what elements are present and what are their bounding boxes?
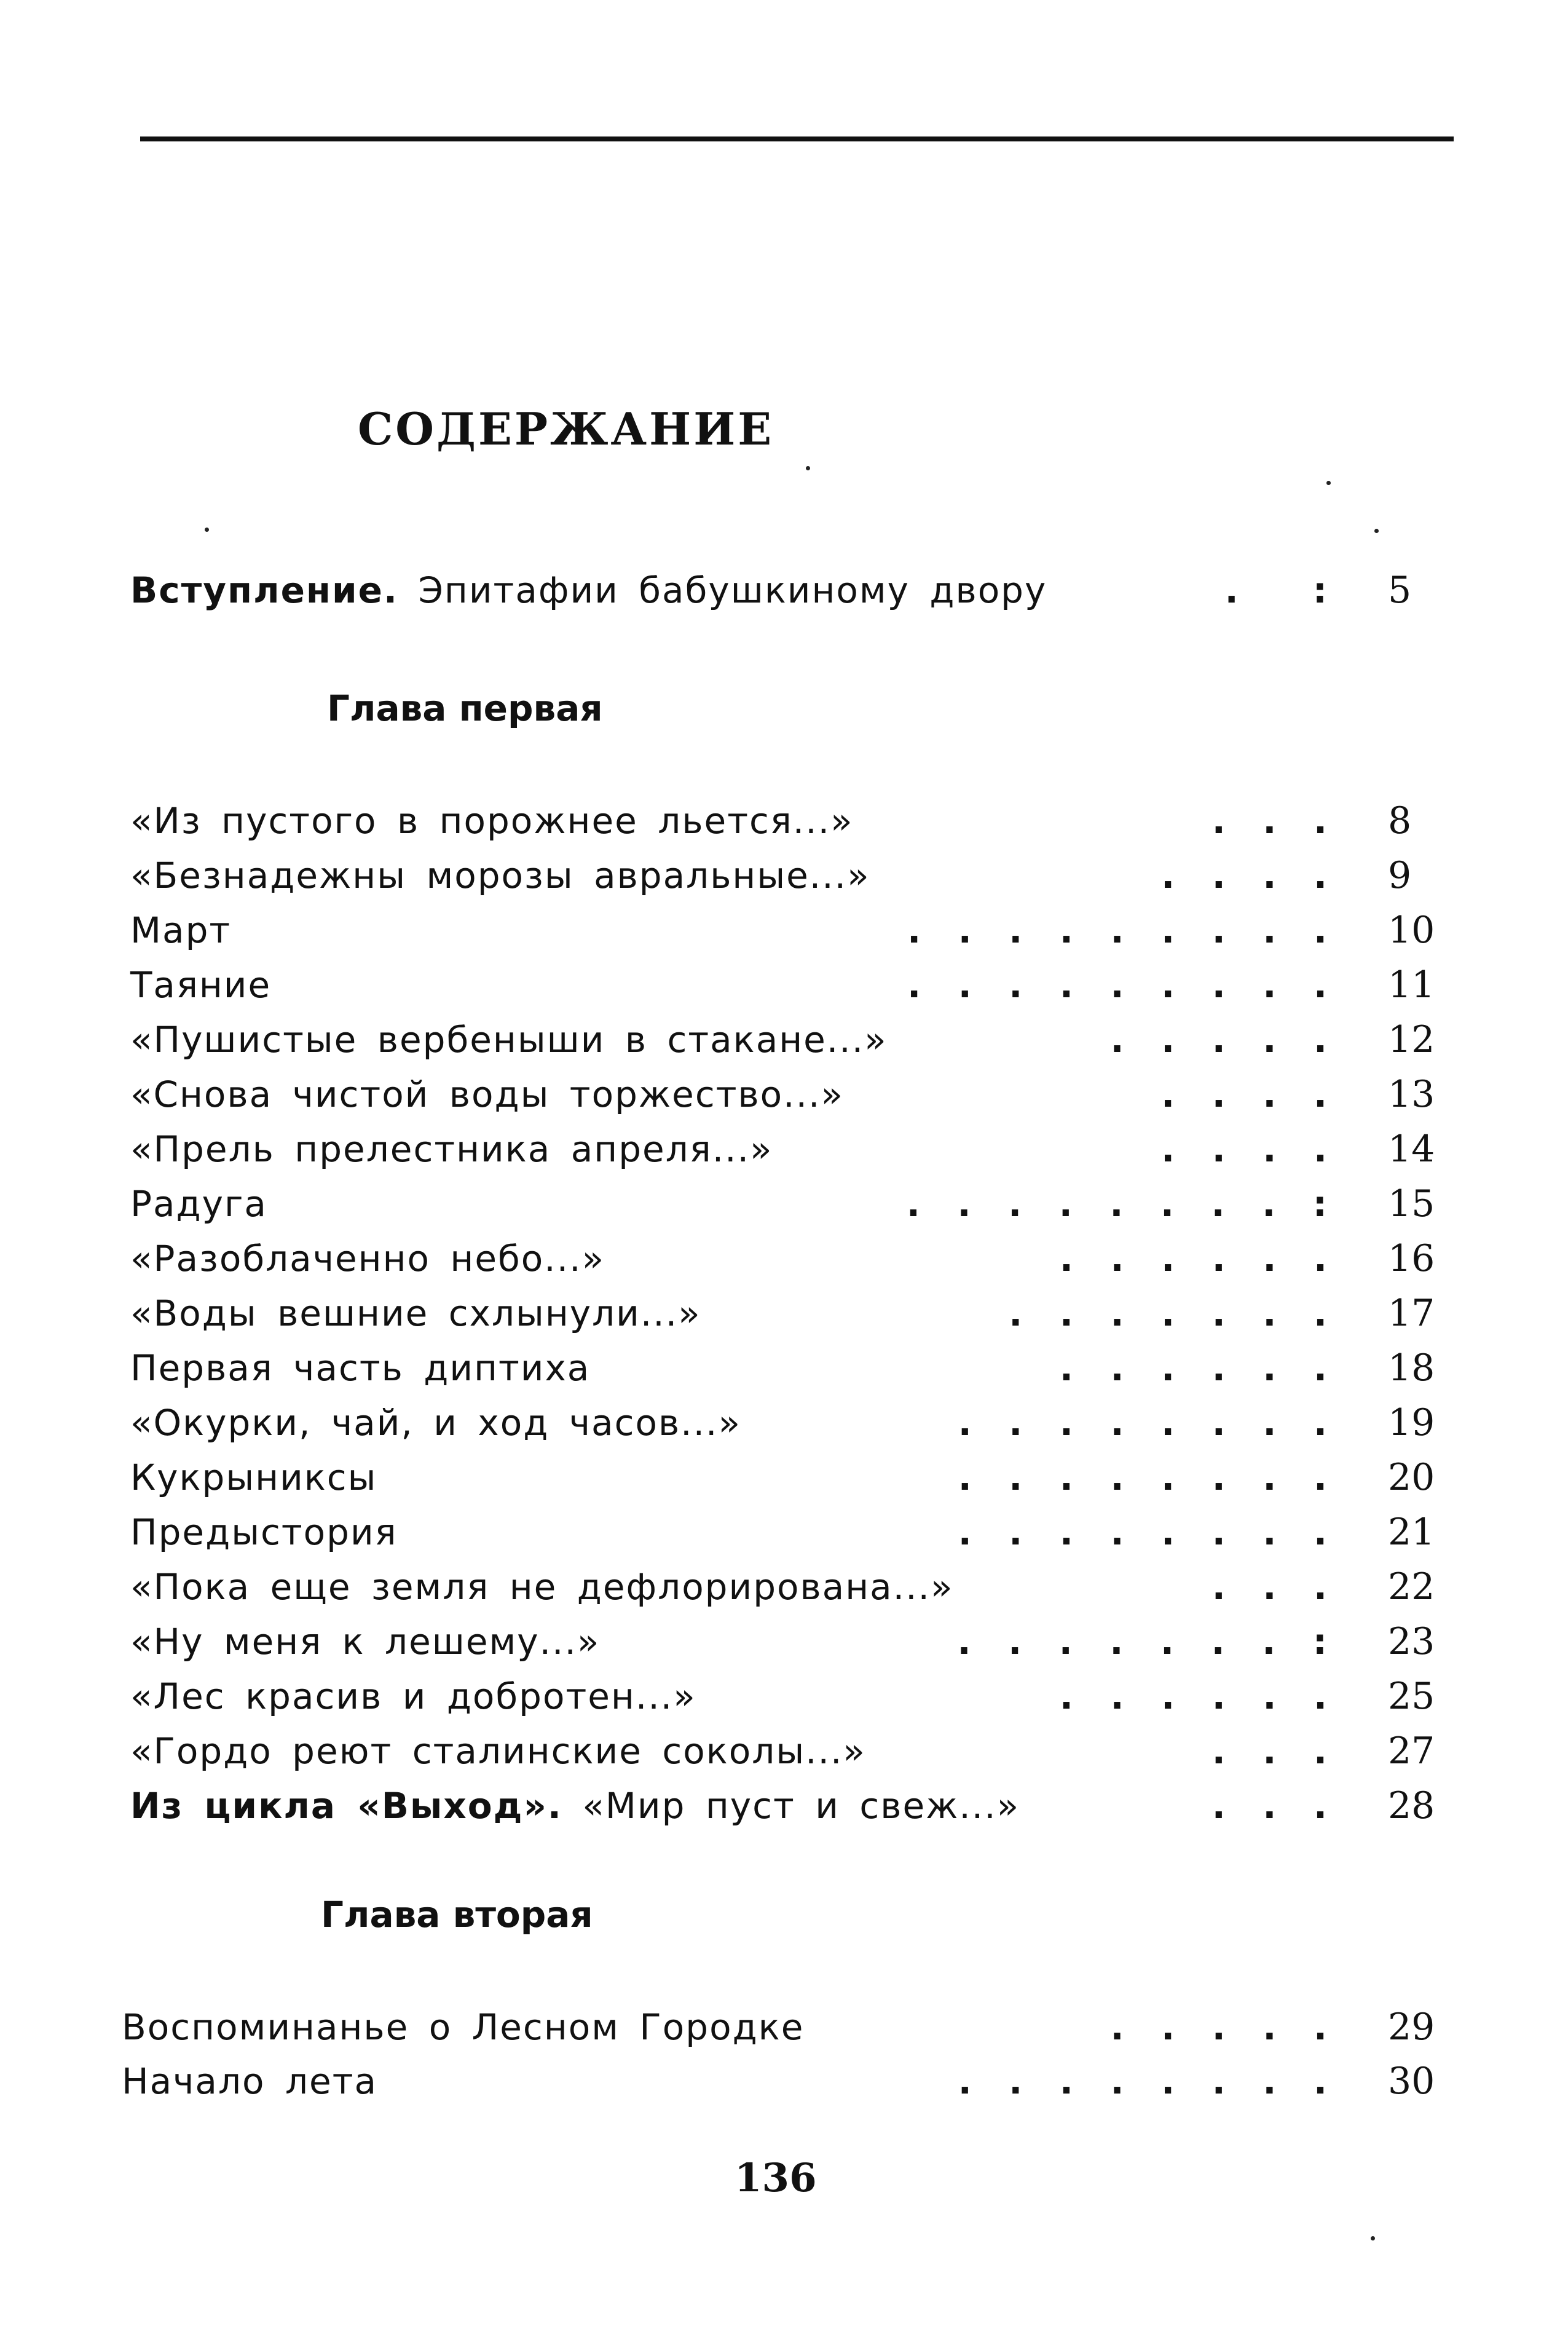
dot-leader: . . . . . xyxy=(1110,2006,1327,2048)
entry-title: Первая часть диптиха xyxy=(130,1347,591,1389)
dot-leader: . . . . . . xyxy=(1059,1347,1327,1389)
toc-entry xyxy=(0,1730,1568,1785)
page-ref: 13 xyxy=(1388,1073,1435,1116)
entry-title-text: «Мир пуст и свеж...» xyxy=(582,1785,1020,1827)
entry-title: Начало лета xyxy=(122,2060,378,2102)
entry-title: «Окурки, чай, и ход часов...» xyxy=(130,1402,741,1444)
entry-title: Кукрыниксы xyxy=(130,1457,377,1498)
dot-leader: . . . xyxy=(1211,1566,1327,1608)
page-ref: 22 xyxy=(1388,1565,1435,1608)
toc-entry xyxy=(0,799,1568,855)
dot-leader: . . . . . . . : xyxy=(957,1621,1327,1663)
toc-entry xyxy=(0,1401,1568,1457)
toc-entry xyxy=(0,1073,1568,1128)
page-ref: 30 xyxy=(1388,2060,1435,2103)
dot-leader: . . . . . . . xyxy=(1009,1292,1327,1334)
toc-entry xyxy=(0,854,1568,909)
toc-entry xyxy=(0,1018,1568,1074)
entry-title: «Лес красив и добротен...» xyxy=(130,1675,696,1717)
entry-title: «Пушистые вербеныши в стакане...» xyxy=(130,1019,888,1061)
scan-speck xyxy=(205,528,209,532)
dot-leader: . . . . . xyxy=(1110,1019,1327,1061)
dot-leader: . . . . . . . . xyxy=(958,1402,1327,1444)
dot-leader: . . . . xyxy=(1161,1074,1327,1115)
entry-title xyxy=(130,1784,1020,1827)
dot-leader: . . . . xyxy=(1161,1128,1327,1170)
toc-entry xyxy=(0,1565,1568,1621)
dot-leader: . . . . . . . . . xyxy=(907,909,1327,951)
toc-intro-row xyxy=(0,569,1568,624)
toc-entry xyxy=(0,1620,1568,1675)
entry-title: «Прель прелестника апреля...» xyxy=(130,1128,773,1170)
page-number: 136 xyxy=(735,2155,817,2201)
dot-leader: . . . . . . . . . xyxy=(907,964,1327,1006)
toc-intro-text xyxy=(130,569,1047,612)
entry-title: Воспоминанье о Лесном Городке xyxy=(122,2006,805,2048)
page-ref: 20 xyxy=(1388,1456,1435,1499)
entry-title: Таяние xyxy=(130,964,272,1006)
entry-title: «Снова чистой воды торжество...» xyxy=(130,1074,844,1115)
page-ref: 10 xyxy=(1388,909,1435,952)
entry-title: «Из пустого в порожнее льется...» xyxy=(130,800,854,842)
page-ref: 28 xyxy=(1388,1784,1435,1827)
page-ref: 23 xyxy=(1388,1620,1435,1663)
dot-leader: . . . . . . xyxy=(1059,1238,1327,1279)
page-ref: 11 xyxy=(1388,963,1435,1006)
toc-entry xyxy=(0,1182,1568,1238)
toc-entry xyxy=(0,2060,1568,2115)
toc-entry xyxy=(0,1675,1568,1730)
page-ref: 15 xyxy=(1388,1182,1435,1225)
page-ref: 8 xyxy=(1388,799,1412,842)
scan-speck xyxy=(1371,2236,1375,2240)
page-ref: 12 xyxy=(1388,1018,1435,1061)
entry-title: Март xyxy=(130,909,232,951)
entry-title: Радуга xyxy=(130,1183,267,1225)
page-title: СОДЕРЖАНИЕ xyxy=(358,403,774,455)
toc-entry xyxy=(0,909,1568,964)
toc-entry xyxy=(0,1237,1568,1292)
entry-title: Предыстория xyxy=(130,1511,398,1553)
toc-entry xyxy=(0,1346,1568,1402)
dot-leader: . : xyxy=(1224,569,1327,611)
toc-entry xyxy=(0,963,1568,1019)
page-ref: 25 xyxy=(1388,1675,1435,1718)
chapter-heading-1: Глава первая xyxy=(327,687,603,729)
page-ref: 27 xyxy=(1388,1730,1435,1773)
chapter-heading-2: Глава вторая xyxy=(321,1894,593,1936)
scan-speck xyxy=(1326,481,1331,485)
page-ref: 29 xyxy=(1388,2006,1435,2049)
entry-title: «Пока еще земля не дефлорирована...» xyxy=(130,1566,954,1608)
toc-entry xyxy=(0,1511,1568,1566)
entry-title: «Ну меня к лешему...» xyxy=(130,1621,601,1663)
page-ref: 16 xyxy=(1388,1237,1435,1280)
entry-title: «Гордо реют сталинские соколы...» xyxy=(130,1730,866,1772)
dot-leader: . . . . . . . . xyxy=(958,1457,1327,1498)
dot-leader: . . . . . . . . xyxy=(958,1511,1327,1553)
dot-leader: . . . xyxy=(1211,1785,1327,1827)
toc-entry xyxy=(0,1456,1568,1511)
page-ref: 18 xyxy=(1388,1346,1435,1390)
page-ref: 17 xyxy=(1388,1292,1435,1335)
scan-speck xyxy=(1374,529,1379,533)
toc-entry xyxy=(0,1292,1568,1347)
page-ref: 14 xyxy=(1388,1128,1435,1171)
entry-title: «Безнадежны морозы авральные...» xyxy=(130,855,870,896)
page-ref: 5 xyxy=(1388,569,1412,612)
entry-title: «Разоблаченно небо...» xyxy=(130,1238,605,1279)
dot-leader: . . . . . . . . : xyxy=(906,1183,1327,1225)
dot-leader: . . . . . . xyxy=(1059,1675,1327,1717)
intro-title: Эпитафии бабушкиному двору xyxy=(418,569,1047,611)
page-ref: 9 xyxy=(1388,854,1412,897)
dot-leader: . . . . xyxy=(1161,855,1327,896)
page-ref: 19 xyxy=(1388,1401,1435,1444)
dot-leader: . . . xyxy=(1211,1730,1327,1772)
top-rule xyxy=(140,136,1454,141)
toc-entry xyxy=(0,2006,1568,2061)
toc-entry xyxy=(0,1784,1568,1840)
intro-label: Вступление. xyxy=(130,569,398,611)
scan-speck xyxy=(806,466,810,470)
dot-leader: . . . . . . . . xyxy=(958,2060,1327,2102)
page-ref: 21 xyxy=(1388,1511,1435,1554)
toc-entry xyxy=(0,1128,1568,1183)
cycle-label: Из цикла «Выход». xyxy=(130,1785,562,1827)
dot-leader: . . . xyxy=(1211,800,1327,842)
entry-title: «Воды вешние схлынули...» xyxy=(130,1292,701,1334)
